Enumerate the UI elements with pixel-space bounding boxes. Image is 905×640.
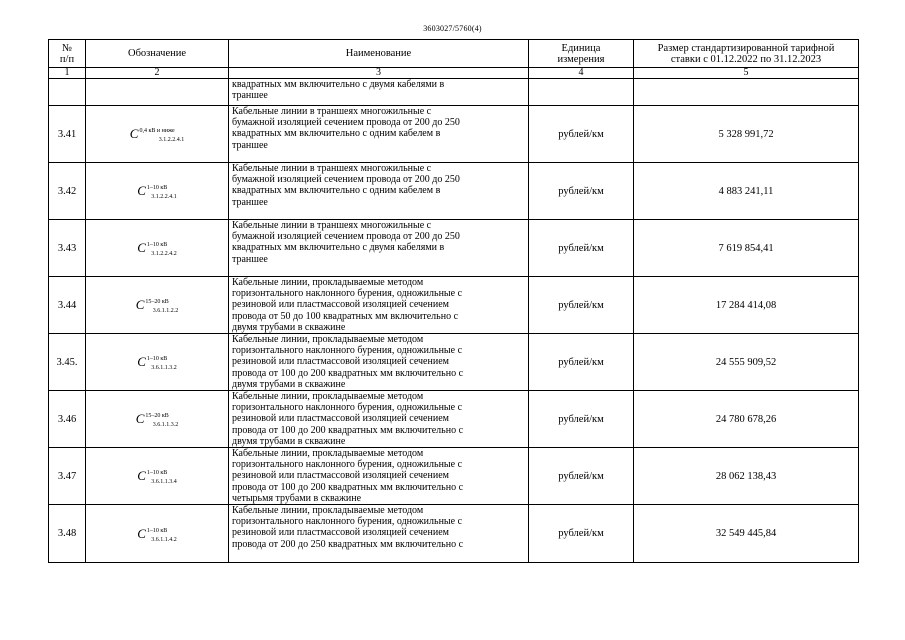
- row-description: [229, 106, 529, 163]
- row-rate: 5 328 991,72: [634, 106, 859, 163]
- designation-index: 3.6.1.1.4.2: [151, 536, 177, 543]
- description-line: резиновой или пластмассовой изоляцией сечением: [232, 470, 449, 482]
- table-row: [49, 220, 859, 277]
- row-rate: 32 549 445,84: [634, 505, 859, 563]
- row-unit: рублей/км: [529, 106, 634, 163]
- header-unit-text: Единица измерения: [557, 42, 605, 65]
- cont-code: [86, 79, 229, 106]
- description-line: двумя трубами в скважине: [232, 378, 346, 390]
- description-line: провода от 100 до 200 квадратных мм включительно с: [232, 424, 464, 436]
- cont-num: [49, 79, 86, 106]
- row-description: [229, 505, 529, 563]
- row-description: [229, 391, 529, 448]
- row-number: 3.42: [49, 163, 86, 220]
- row-designation: [86, 391, 229, 448]
- table-row: [49, 505, 859, 563]
- description-line: Кабельные линии в траншеях многожильные с: [232, 106, 432, 117]
- designation-index: 3.1.2.2.4.2: [151, 251, 177, 257]
- table-body: [49, 106, 859, 563]
- row-number: 3.46: [49, 391, 86, 448]
- designation-symbol: C: [137, 240, 146, 255]
- description-line: горизонтального наклонного бурения, одножильные с: [232, 459, 463, 471]
- table-header-row: [49, 40, 859, 68]
- col-number-1: 1: [49, 68, 86, 79]
- table-row: [49, 106, 859, 163]
- header-num-text: № п/п: [59, 42, 75, 65]
- designation-voltage: 1–10 кВ: [146, 242, 168, 248]
- description-line: Кабельные линии в траншеях многожильные с: [232, 163, 432, 174]
- description-line: провода от 200 до 250 квадратных мм включительно с: [232, 538, 464, 550]
- header-rate: [634, 40, 859, 68]
- description-line: двумя трубами в скважине: [232, 321, 346, 333]
- description-line: квадратных мм включительно с одним кабелем в: [232, 128, 441, 140]
- document-number: 3603027/5760(4): [423, 24, 482, 33]
- row-number: 3.47: [49, 448, 86, 505]
- description-line: Кабельные линии, прокладываемые методом: [232, 277, 424, 288]
- designation-index: 3.6.1.1.3.4: [151, 479, 177, 486]
- header-rate-text: Размер стандартизированной тарифной ставки с 01.12.2022 по 31.12.2023: [657, 42, 835, 65]
- designation-voltage: 15–20 кВ: [145, 299, 169, 305]
- description-line: двумя трубами в скважине: [232, 435, 346, 447]
- description-line: провода от 50 до 100 квадратных мм включительно с: [232, 310, 459, 322]
- description-line: резиновой или пластмассовой изоляцией сечением: [232, 527, 449, 539]
- description-line: горизонтального наклонного бурения, одножильные с: [232, 516, 463, 528]
- description-line: Кабельные линии, прокладываемые методом: [232, 505, 424, 517]
- header-unit: [529, 40, 634, 68]
- cont-name: [229, 79, 529, 106]
- continuation-row: [49, 79, 859, 106]
- designation-symbol: C: [137, 183, 146, 198]
- row-number: 3.41: [49, 106, 86, 163]
- designation-voltage: 0,4 кВ и ниже: [139, 128, 175, 134]
- description-line: резиновой или пластмассовой изоляцией сечением: [232, 413, 449, 425]
- row-number: 3.45.: [49, 334, 86, 391]
- description-line: Кабельные линии, прокладываемые методом: [232, 391, 424, 403]
- row-description: [229, 334, 529, 391]
- row-unit: рублей/км: [529, 334, 634, 391]
- header-num: [49, 40, 86, 68]
- designation-voltage: 1–10 кВ: [146, 356, 168, 363]
- row-description: [229, 277, 529, 334]
- tariff-table: [48, 39, 859, 563]
- row-rate: 17 284 414,08: [634, 277, 859, 334]
- row-description: [229, 163, 529, 220]
- row-number: 3.44: [49, 277, 86, 334]
- designation-index: 3.6.1.1.2.2: [152, 308, 179, 314]
- row-rate: 28 062 138,43: [634, 448, 859, 505]
- row-rate: 4 883 241,11: [634, 163, 859, 220]
- designation-symbol: C: [135, 411, 145, 427]
- table-row: [49, 391, 859, 448]
- row-designation: [86, 220, 229, 277]
- cont-rate: [634, 79, 859, 106]
- row-number: 3.48: [49, 505, 86, 563]
- row-unit: рублей/км: [529, 448, 634, 505]
- table-row: [49, 163, 859, 220]
- table-row: [49, 448, 859, 505]
- designation-index: 3.6.1.1.3.2: [151, 365, 177, 372]
- row-unit: рублей/км: [529, 505, 634, 563]
- description-line: бумажной изоляцией сечением провода от 200 до 250: [232, 231, 460, 243]
- designation-symbol: C: [137, 354, 146, 370]
- description-line: квадратных мм включительно с одним кабелем в: [232, 185, 441, 197]
- description-line: резиновой или пластмассовой изоляцией сечением: [232, 356, 449, 368]
- description-line: квадратных мм включительно с двумя кабелями в: [232, 242, 445, 254]
- description-line: провода от 100 до 200 квадратных мм включительно с: [232, 367, 464, 379]
- row-description: [229, 220, 529, 277]
- description-line: четырьмя трубами в скважине: [232, 492, 362, 504]
- row-unit: рублей/км: [529, 277, 634, 334]
- description-line: траншее: [232, 253, 268, 265]
- cont-line-1: квадратных мм включительно с двумя кабелями в: [232, 79, 445, 90]
- designation-voltage: 15–20 кВ: [145, 413, 169, 420]
- row-designation: [86, 277, 229, 334]
- col-number-5: 5: [634, 68, 859, 79]
- row-description: [229, 448, 529, 505]
- col-number-2: 2: [86, 68, 229, 79]
- description-line: горизонтального наклонного бурения, одножильные с: [232, 402, 463, 414]
- description-line: бумажной изоляцией сечением провода от 200 до 250: [232, 117, 460, 129]
- row-designation: [86, 334, 229, 391]
- header-code: Обозначение: [86, 40, 229, 68]
- designation-symbol: C: [137, 468, 146, 484]
- table-row: [49, 334, 859, 391]
- designation-symbol: C: [135, 297, 145, 312]
- row-unit: рублей/км: [529, 163, 634, 220]
- row-rate: 24 780 678,26: [634, 391, 859, 448]
- description-line: горизонтального наклонного бурения, одножильные с: [232, 288, 463, 300]
- designation-symbol: C: [137, 525, 146, 541]
- description-line: Кабельные линии в траншеях многожильные с: [232, 220, 432, 231]
- table-row: [49, 277, 859, 334]
- description-line: траншее: [232, 139, 268, 151]
- designation-symbol: C: [129, 126, 139, 141]
- designation-voltage: 1–10 кВ: [146, 470, 168, 477]
- row-rate: 7 619 854,41: [634, 220, 859, 277]
- designation-voltage: 1–10 кВ: [146, 185, 168, 191]
- col-number-3: 3: [229, 68, 529, 79]
- row-designation: [86, 448, 229, 505]
- column-number-row: [49, 68, 859, 79]
- row-designation: [86, 106, 229, 163]
- designation-index: 3.1.2.2.4.1: [151, 194, 177, 200]
- designation-index: 3.6.1.1.3.2: [152, 422, 179, 429]
- cont-unit: [529, 79, 634, 106]
- row-unit: рублей/км: [529, 220, 634, 277]
- designation-index: 3.1.2.2.4.1: [158, 137, 185, 143]
- row-number: 3.43: [49, 220, 86, 277]
- description-line: резиновой или пластмассовой изоляцией сечением: [232, 299, 449, 311]
- row-designation: [86, 505, 229, 563]
- col-number-4: 4: [529, 68, 634, 79]
- description-line: Кабельные линии, прокладываемые методом: [232, 448, 424, 460]
- row-rate: 24 555 909,52: [634, 334, 859, 391]
- header-name: Наименование: [229, 40, 529, 68]
- description-line: бумажной изоляцией сечением провода от 200 до 250: [232, 174, 460, 186]
- designation-voltage: 1–10 кВ: [146, 527, 168, 534]
- row-designation: [86, 163, 229, 220]
- description-line: горизонтального наклонного бурения, одножильные с: [232, 345, 463, 357]
- description-line: траншее: [232, 196, 268, 208]
- row-unit: рублей/км: [529, 391, 634, 448]
- description-line: Кабельные линии, прокладываемые методом: [232, 334, 424, 346]
- description-line: провода от 100 до 200 квадратных мм включительно с: [232, 481, 464, 493]
- cont-line-2: траншее: [232, 90, 268, 102]
